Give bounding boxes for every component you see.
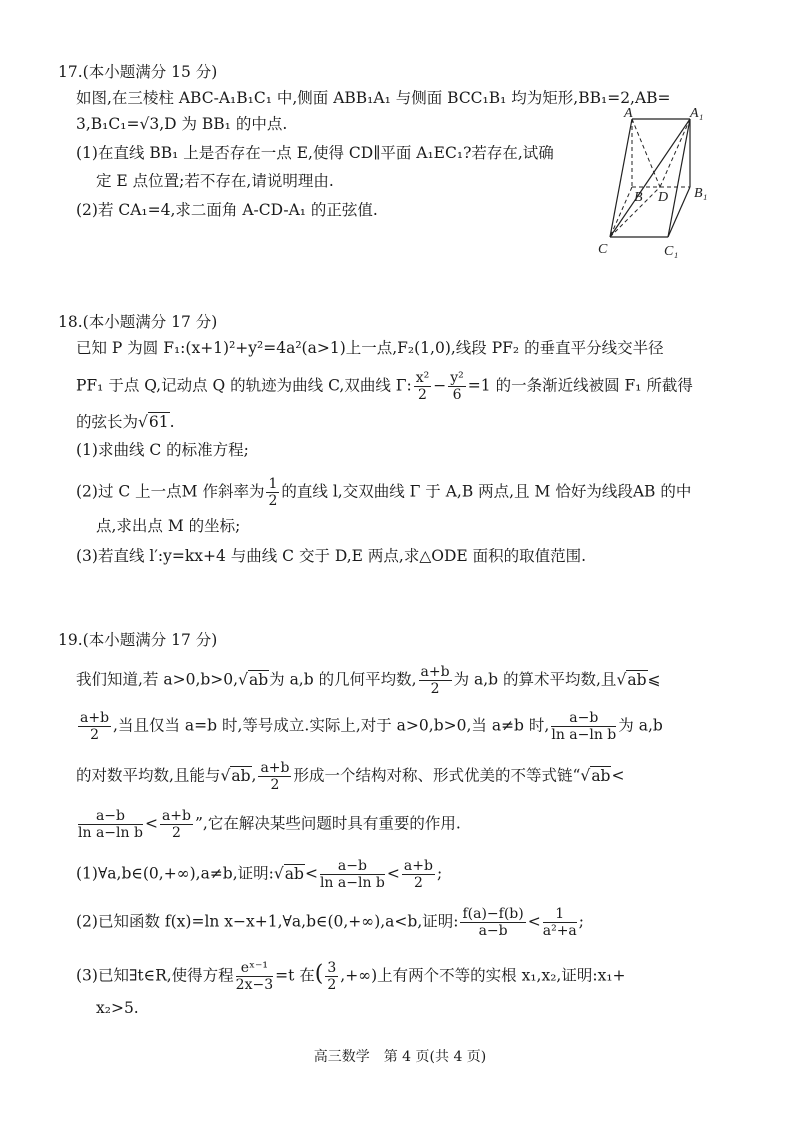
fraction-bottom: 2 xyxy=(270,777,280,793)
problem-17-question1-line1: (1)在直线 BB₁ 上是否存在一点 E,使得 CD∥平面 A₁EC₁?若存在,试确 xyxy=(76,144,554,162)
text-segment: 我们知道,若 a>0,b>0, xyxy=(76,670,239,689)
problem-19-text-line3 xyxy=(76,760,624,793)
fraction-bottom: ln a−ln b xyxy=(78,825,143,841)
problem-19-question3-line2: x₂>5. xyxy=(96,999,139,1017)
problem-17-question2: (2)若 CA₁=4,求二面角 A-CD-A₁ 的正弦值. xyxy=(76,201,378,219)
fraction-top: a−b xyxy=(551,710,616,727)
fraction-bottom: ln a−ln b xyxy=(551,727,617,743)
text-segment: (1)∀a,b∈(0,+∞),a≠b,证明: xyxy=(76,864,274,883)
problem-18-text-line1: 已知 P 为圆 F₁:(x+1)²+y²=4a²(a>1)上一点,F₂(1,0),线段 PF₂ 的垂直平分线交半径 xyxy=(76,339,664,357)
text-segment: =1 的一条渐近线被圆 F₁ 所截得 xyxy=(467,376,693,395)
less-than-sign: < xyxy=(386,864,400,883)
fraction-arith-mean xyxy=(402,858,435,891)
fraction-top: eˣ⁻¹ xyxy=(236,960,273,977)
fraction-bottom: 2x−3 xyxy=(235,977,274,993)
problem-19-question1 xyxy=(76,858,442,891)
sqrt-radicand: 61 xyxy=(148,413,169,431)
sqrt-sign: √ xyxy=(220,766,231,785)
text-segment: ; xyxy=(578,912,585,931)
fraction-bottom: 2 xyxy=(90,727,99,743)
fraction-top: 1 xyxy=(268,476,278,492)
label-D: D xyxy=(658,190,669,205)
fraction-bottom: 2 xyxy=(327,977,337,993)
text-segment: ⩽ xyxy=(647,670,661,689)
edge-B-C xyxy=(610,187,632,237)
problem-18-header: 18.(本小题满分 17 分) xyxy=(58,313,218,331)
fraction-top: x² xyxy=(415,370,430,386)
fraction-arith-mean xyxy=(419,664,452,697)
fraction-difference-quotient xyxy=(460,906,525,939)
fraction-exp-equation xyxy=(236,960,273,993)
problem-19-text-line2 xyxy=(76,710,663,743)
label-A1: A₁ xyxy=(690,106,704,121)
problem-17-text-line1: 如图,在三棱柱 ABC-A₁B₁C₁ 中,侧面 ABB₁A₁ 与侧面 BCC₁B₁ 均为矩形,BB₁=2,AB= xyxy=(76,89,671,107)
sqrt-radicand: ab xyxy=(248,670,269,689)
sqrt-radicand: ab xyxy=(284,864,304,883)
text-segment: PF₁ 于点 Q,记动点 Q 的轨迹为曲线 C,双曲线 Γ: xyxy=(76,376,412,395)
fraction-top: a+b xyxy=(80,710,110,726)
sqrt-sign: √ xyxy=(580,766,591,785)
text-segment: 为 a,b 的算术平均数,且 xyxy=(453,670,617,689)
fraction-top: a−b xyxy=(320,858,385,875)
fraction-log-mean xyxy=(78,808,143,841)
fraction-top: y² xyxy=(450,370,464,386)
fraction-top: a+b xyxy=(420,664,450,680)
fraction-bottom: 2 xyxy=(413,875,423,891)
fraction-top: a+b xyxy=(403,858,433,874)
sqrt-sign: √ xyxy=(238,670,248,689)
problem-19-text-line1 xyxy=(76,664,661,697)
text-segment: (2)过 C 上一点M 作斜率为 xyxy=(76,482,265,501)
interval-close: ,+∞) xyxy=(340,966,378,985)
text-segment: 为 a,b xyxy=(618,716,663,735)
sqrt-sign: √ xyxy=(616,670,627,689)
fraction-bottom: 6 xyxy=(452,387,462,403)
label-B1: B₁ xyxy=(694,186,708,201)
label-A: A xyxy=(624,106,633,121)
edge-A-C xyxy=(610,119,632,237)
fraction-top: a+b xyxy=(161,808,191,824)
fraction-bottom: 2 xyxy=(268,493,278,509)
fraction-bottom: a−b xyxy=(478,923,508,939)
fraction-bottom: 2 xyxy=(172,825,181,841)
less-than-sign: < xyxy=(527,912,541,931)
sqrt-sign: √ xyxy=(273,864,284,883)
edge-C1-B1 xyxy=(668,187,690,237)
fraction-log-mean xyxy=(551,710,616,743)
text-segment: 的弦长为 xyxy=(76,413,139,431)
text-segment: 上有两个不等的实根 x₁,x₂,证明:x₁+ xyxy=(377,966,626,985)
edge-A1-C1 xyxy=(668,119,690,237)
fraction-y2-over-6 xyxy=(448,370,466,403)
problem-18-text-line2 xyxy=(76,370,693,403)
problem-18-question1: (1)求曲线 C 的标准方程; xyxy=(76,441,249,459)
fraction-arith-mean xyxy=(258,760,291,793)
interval-open: ( xyxy=(314,961,324,987)
text-segment: 为 a,b 的几何平均数, xyxy=(269,670,417,689)
fraction-top: a+b xyxy=(260,760,290,776)
text-segment: 的直线 l,交双曲线 Γ 于 A,B 两点,且 M 恰好为线段AB 的中 xyxy=(281,482,692,501)
problem-17-header: 17.(本小题满分 15 分) xyxy=(58,63,218,81)
text-segment: ; xyxy=(436,864,443,883)
edge-A1-D xyxy=(660,119,690,187)
problem-18-question2-line2: 点,求出点 M 的坐标; xyxy=(96,517,241,535)
text-segment: ”,它在解决某些问题时具有重要的作用. xyxy=(194,814,461,833)
fraction-reciprocal xyxy=(543,906,577,939)
fraction-arith-mean xyxy=(78,710,111,743)
label-C1: C₁ xyxy=(664,244,679,259)
fraction-x2-over-2 xyxy=(414,370,432,403)
less-than-sign: < xyxy=(304,864,318,883)
problem-18-text-line3 xyxy=(76,412,175,432)
edge-C-A1 xyxy=(610,119,690,237)
fraction-one-half xyxy=(266,476,279,509)
text-segment: ,当且仅当 a=b 时,等号成立.实际上,对于 a>0,b>0,当 a≠b 时, xyxy=(113,716,550,735)
fraction-arith-mean xyxy=(160,808,193,841)
fraction-bottom: a²+a xyxy=(542,923,577,939)
label-C: C xyxy=(598,242,608,257)
edge-A-D xyxy=(632,119,660,187)
fraction-bottom: 2 xyxy=(418,387,427,403)
text-segment: =t 在 xyxy=(275,966,315,985)
problem-19-text-line4 xyxy=(76,808,461,841)
fraction-top: a−b xyxy=(78,808,143,825)
fraction-log-mean xyxy=(320,858,385,891)
text-segment: 的对数平均数,且能与 xyxy=(76,766,221,785)
prism-figure xyxy=(590,105,720,265)
fraction-bottom: 2 xyxy=(430,681,440,697)
problem-19-header: 19.(本小题满分 17 分) xyxy=(58,631,218,649)
fraction-top: 1 xyxy=(543,906,577,923)
text-segment: (3)已知∃t∈R,使得方程 xyxy=(76,966,234,985)
text-segment: (2)已知函数 f(x)=ln x−x+1,∀a,b∈(0,+∞),a<b,证明: xyxy=(76,912,459,931)
page-footer: 高三数学 第 4 页(共 4 页) xyxy=(313,1049,487,1065)
sqrt-radicand: ab xyxy=(231,766,251,785)
text-segment: 形成一个结构对称、形式优美的不等式链“ xyxy=(293,766,581,785)
fraction-three-halves xyxy=(325,960,338,993)
sqrt-radicand: ab xyxy=(591,766,611,785)
fraction-top: f(a)−f(b) xyxy=(462,906,524,922)
label-B: B xyxy=(634,190,643,205)
problem-18-question2-line1 xyxy=(76,476,691,509)
problem-17-question1-line2: 定 E 点位置;若不存在,请说明理由. xyxy=(96,172,334,190)
problem-17-text-line2: 3,B₁C₁=√3,D 为 BB₁ 的中点. xyxy=(76,115,288,133)
sqrt-sign: √ xyxy=(138,413,148,431)
fraction-bottom: ln a−ln b xyxy=(319,875,385,891)
minus-sign: − xyxy=(433,376,447,395)
text-segment: , xyxy=(251,766,257,785)
problem-19-question3-line1 xyxy=(76,960,626,993)
problem-19-question2 xyxy=(76,906,584,939)
less-than-sign: < xyxy=(144,814,158,833)
problem-18-question3: (3)若直线 l′:y=kx+4 与曲线 C 交于 D,E 两点,求△ODE 面积的取值范围. xyxy=(76,547,587,565)
text-segment: < xyxy=(611,766,625,785)
text-segment: . xyxy=(169,413,175,431)
fraction-top: 3 xyxy=(327,960,337,976)
sqrt-radicand: ab xyxy=(627,670,647,689)
